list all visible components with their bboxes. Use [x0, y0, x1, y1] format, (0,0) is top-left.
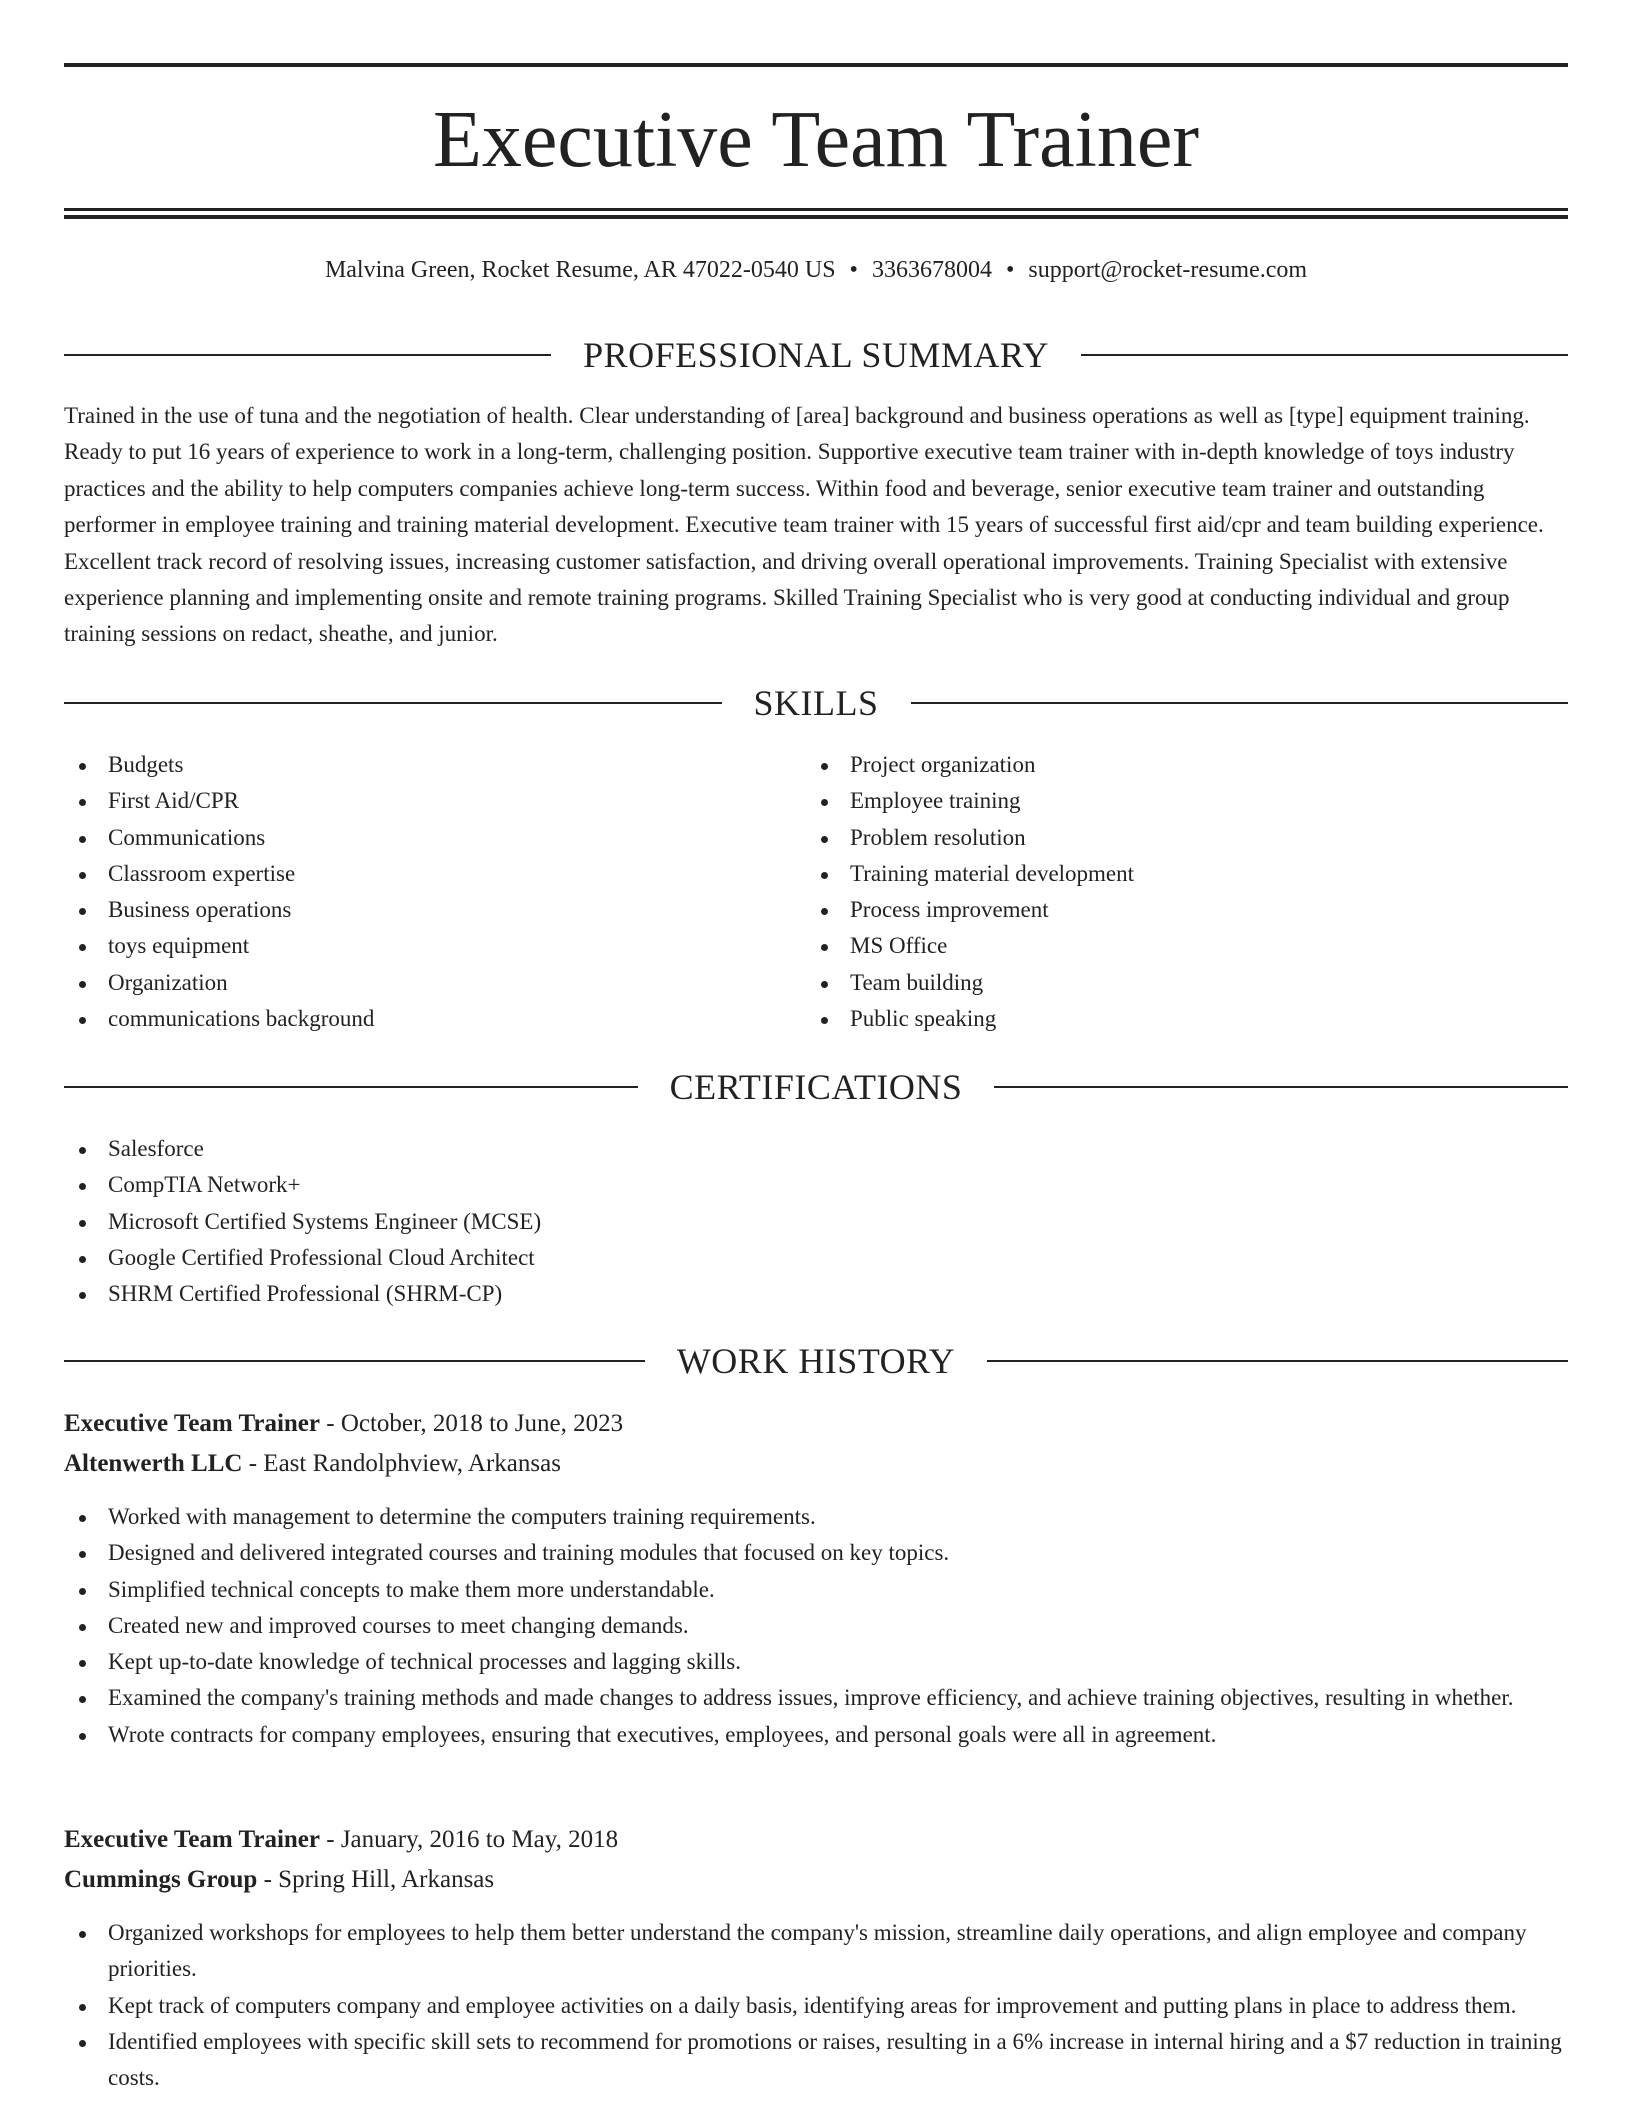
- contact-line: [64, 252, 1568, 288]
- job-title: Executive Team Trainer: [64, 1826, 320, 1853]
- skill-item: Team building: [806, 965, 1566, 1001]
- contact-email: support@rocket-resume.com: [1028, 257, 1308, 283]
- skills-list-right: [806, 747, 1566, 1037]
- skill-item: Business operations: [64, 892, 764, 928]
- job-bullet: Simplified technical concepts to make them more understandable.: [64, 1572, 1568, 1608]
- skills-list-left: [64, 747, 764, 1037]
- job-bullet: Created new and improved courses to meet changing demands.: [64, 1608, 1568, 1644]
- heading-rule: [64, 354, 551, 356]
- summary-text: Trained in the use of tuna and the negotiation of health. Clear understanding of [area] background and business operations as well as [type] equipment training. Ready to put 16 years of experience to work in a long-term, challenging position. Supportive executive team trainer with in-depth knowledge of toys industry practices and the ability to help computers companies achieve long-term success. Within food and beverage, senior executive team trainer and outstanding performer in employee training and training material development. Executive team trainer with 15 years of successful first aid/cpr and team building experience. Excellent track record of resolving issues, increasing customer satisfaction, and driving overall operational improvements. Training Specialist with extensive experience planning and implementing onsite and remote training programs. Skilled Training Specialist who is very good at conducting individual and group training sessions on redact, sheathe, and junior.: [64, 403, 1544, 647]
- job-title-line: [64, 1821, 1568, 1859]
- skill-item: Project organization: [806, 747, 1566, 783]
- job-bullets: [64, 1915, 1568, 2096]
- heading-rule: [994, 1086, 1568, 1088]
- work-history-heading-label: WORK HISTORY: [676, 1341, 956, 1381]
- top-rule: [64, 63, 1568, 67]
- job-company: Altenwerth LLC: [64, 1450, 243, 1477]
- heading-rule: [64, 1360, 645, 1362]
- skills-heading-label: SKILLS: [753, 683, 879, 723]
- certification-item: Salesforce: [64, 1131, 1568, 1167]
- heading-rule: [64, 702, 722, 704]
- summary-heading: [64, 333, 1568, 377]
- job-bullet: Organized workshops for employees to help them better understand the company's mission, streamline daily operations, and align employee and company priorities.: [64, 1915, 1568, 1988]
- job-company-line: [64, 1445, 1568, 1483]
- skill-item: Budgets: [64, 747, 764, 783]
- title-rule-lower: [64, 215, 1568, 219]
- job-bullet: Wrote contracts for company employees, ensuring that executives, employees, and personal goals were all in agreement.: [64, 1717, 1568, 1753]
- job-dates: - October, 2018 to June, 2023: [320, 1410, 624, 1437]
- contact-address: Malvina Green, Rocket Resume, AR 47022-0540 US: [324, 257, 836, 283]
- skill-item: Employee training: [806, 783, 1566, 819]
- job-bullet: Kept up-to-date knowledge of technical processes and lagging skills.: [64, 1644, 1568, 1680]
- job-bullet: Examined the company's training methods and made changes to address issues, improve efficiency, and achieve training objectives, resulting in whether.: [64, 1680, 1568, 1716]
- certifications-list: [64, 1131, 1568, 1312]
- job-title-line: [64, 1405, 1568, 1443]
- certification-item: Google Certified Professional Cloud Architect: [64, 1240, 1568, 1276]
- skill-item: First Aid/CPR: [64, 783, 764, 819]
- heading-rule: [987, 1360, 1568, 1362]
- heading-rule: [64, 1086, 638, 1088]
- job-dates: - January, 2016 to May, 2018: [320, 1826, 619, 1853]
- skill-item: Communications: [64, 820, 764, 856]
- summary-heading-label: PROFESSIONAL SUMMARY: [583, 335, 1049, 375]
- certification-item: SHRM Certified Professional (SHRM-CP): [64, 1276, 1568, 1312]
- skill-item: communications background: [64, 1001, 764, 1037]
- certifications-heading: [64, 1065, 1568, 1109]
- job-bullet: Designed and delivered integrated courses and training modules that focused on key topics.: [64, 1535, 1568, 1571]
- job-location: - Spring Hill, Arkansas: [257, 1866, 495, 1893]
- job-bullet: Worked with management to determine the computers training requirements.: [64, 1499, 1568, 1535]
- skill-item: Training material development: [806, 856, 1566, 892]
- work-history-heading: [64, 1339, 1568, 1383]
- job-title: Executive Team Trainer: [64, 1410, 320, 1437]
- contact-phone: 3363678004: [871, 257, 992, 283]
- skill-item: MS Office: [806, 928, 1566, 964]
- title-rule-upper: [64, 208, 1568, 211]
- job-company-line: [64, 1861, 1568, 1899]
- resume-title: Executive Team Trainer: [432, 96, 1200, 184]
- skill-item: Classroom expertise: [64, 856, 764, 892]
- job-bullet: Kept track of computers company and employee activities on a daily basis, identifying areas for improvement and putting plans in place to address them.: [64, 1988, 1568, 2024]
- heading-rule: [911, 702, 1569, 704]
- skill-item: toys equipment: [64, 928, 764, 964]
- certification-item: Microsoft Certified Systems Engineer (MCSE): [64, 1204, 1568, 1240]
- heading-rule: [1081, 354, 1568, 356]
- skills-heading: [64, 681, 1568, 725]
- contact-separator: •: [849, 257, 858, 283]
- certification-item: CompTIA Network+: [64, 1167, 1568, 1203]
- contact-separator: •: [1005, 257, 1015, 283]
- skill-item: Public speaking: [806, 1001, 1566, 1037]
- job-company: Cummings Group: [64, 1866, 258, 1893]
- skill-item: Process improvement: [806, 892, 1566, 928]
- job-location: - East Randolphview, Arkansas: [242, 1450, 561, 1477]
- skill-item: Organization: [64, 965, 764, 1001]
- skill-item: Problem resolution: [806, 820, 1566, 856]
- job-bullet: Identified employees with specific skill sets to recommend for promotions or raises, resulting in a 6% increase in internal hiring and a $7 reduction in training costs.: [64, 2024, 1568, 2097]
- certifications-heading-label: CERTIFICATIONS: [669, 1067, 963, 1107]
- job-bullets: [64, 1499, 1568, 1753]
